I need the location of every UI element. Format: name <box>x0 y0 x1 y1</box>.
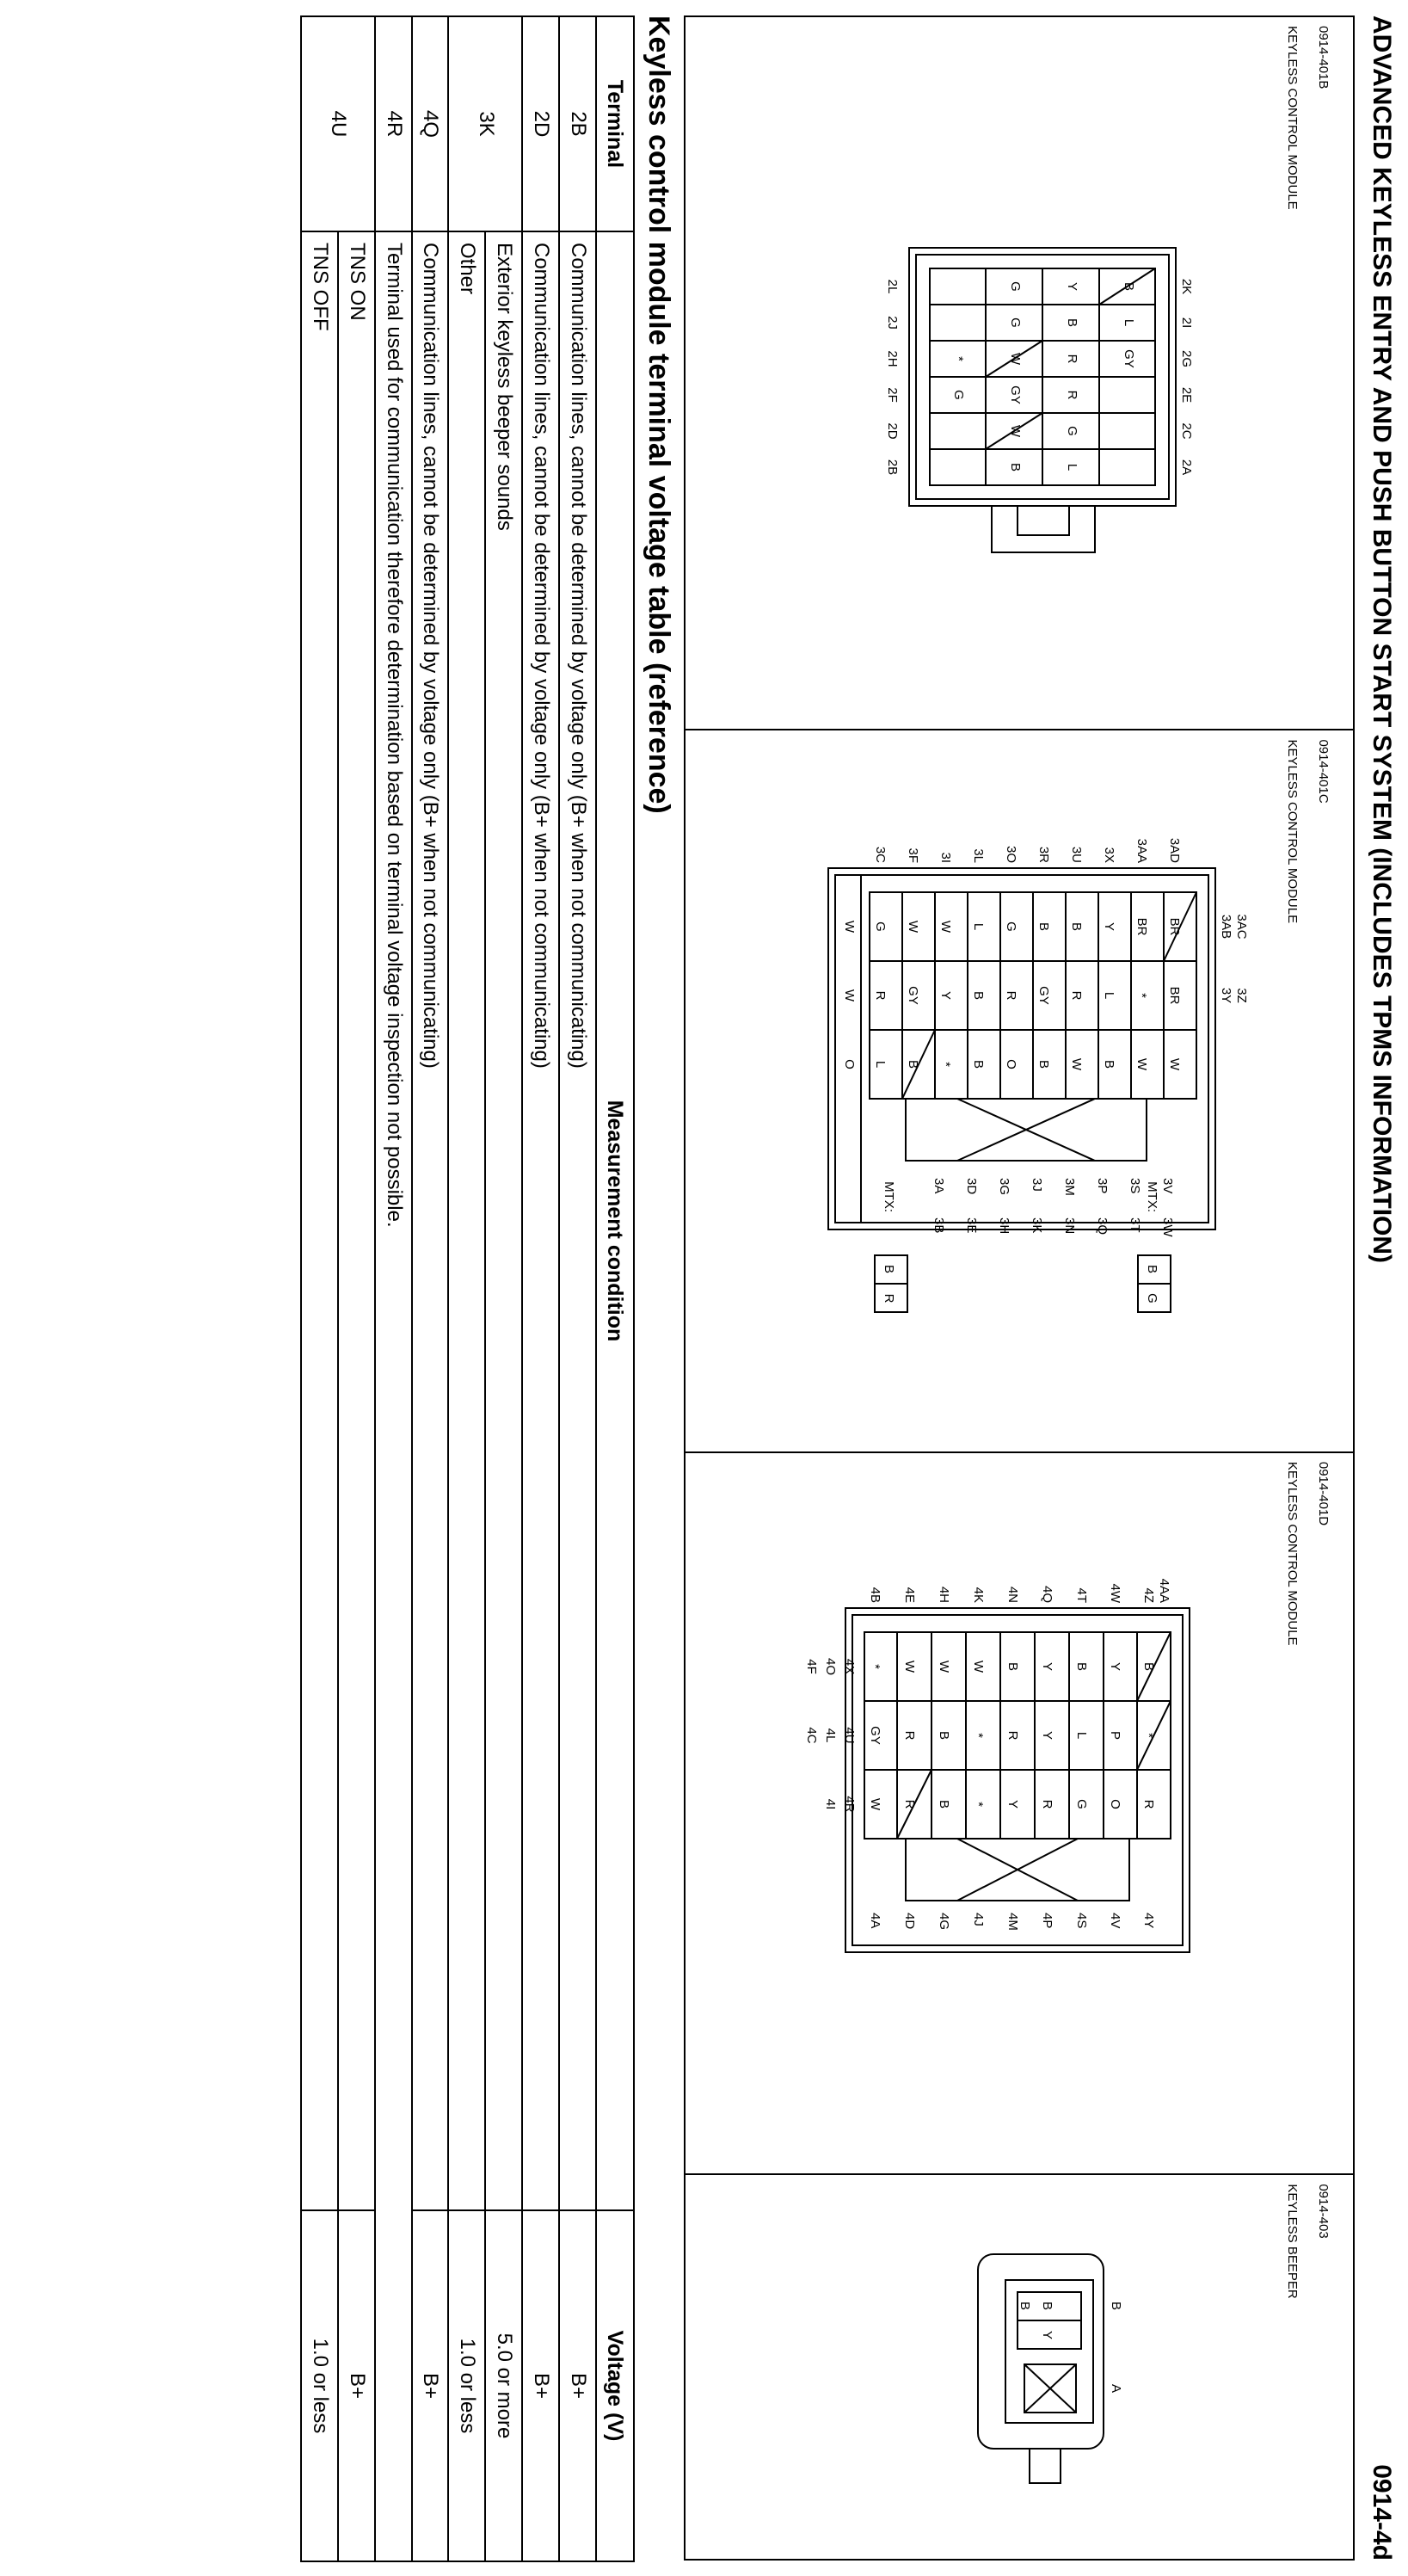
svg-text:R: R <box>1005 1730 1020 1741</box>
svg-text:L: L <box>1074 1731 1089 1740</box>
svg-text:GY: GY <box>1122 349 1136 368</box>
svg-text:B: B <box>971 991 986 1001</box>
connector-drawing-401c <box>768 791 1250 1393</box>
svg-text:BR: BR <box>1167 918 1182 936</box>
svg-text:3O: 3O <box>1004 846 1018 864</box>
svg-text:3D: 3D <box>964 1178 979 1195</box>
svg-text:B: B <box>1069 922 1084 932</box>
cell-voltage: B+ <box>338 2210 375 2561</box>
table-row <box>412 16 449 2561</box>
cell-condition: TNS OFF <box>301 231 338 2210</box>
table-row <box>449 16 486 2561</box>
connector-label-401c <box>1269 739 1346 923</box>
connector-panel-403 <box>686 2175 1353 2559</box>
svg-text:GY: GY <box>868 1726 882 1745</box>
svg-text:W: W <box>937 1660 951 1673</box>
svg-text:B: B <box>937 1799 951 1809</box>
svg-text:4W: 4W <box>1108 1583 1122 1603</box>
cell-voltage: B+ <box>522 2210 559 2561</box>
svg-text:4S: 4S <box>1074 1912 1089 1929</box>
svg-text:R: R <box>1065 354 1079 364</box>
cell-condition: Communication lines, cannot be determined by voltage only (B+ when not communicating) <box>559 231 596 2210</box>
svg-text:4P: 4P <box>1040 1912 1054 1929</box>
cell-terminal: 2B <box>559 16 596 231</box>
svg-text:4Q: 4Q <box>1040 1585 1054 1603</box>
svg-text:G: G <box>1074 1799 1089 1809</box>
svg-text:3AD: 3AD <box>1167 838 1182 864</box>
svg-text:W: W <box>906 921 920 934</box>
svg-text:A: A <box>1109 2384 1123 2394</box>
pin-numbers-bottom <box>804 1658 857 1813</box>
connector-drawing-401d <box>794 1548 1224 2116</box>
svg-text:2F: 2F <box>885 387 900 403</box>
svg-text:*: * <box>1141 1732 1156 1738</box>
svg-text:B: B <box>906 1060 920 1069</box>
table-row <box>301 16 338 2561</box>
svg-text:R: R <box>1040 1799 1054 1809</box>
svg-text:P: P <box>1108 1730 1122 1740</box>
terminal-voltage-table <box>300 15 635 2562</box>
table-header-row <box>596 16 634 2561</box>
pin-numbers-right <box>931 1178 1175 1237</box>
svg-text:4T: 4T <box>1074 1587 1089 1603</box>
page-title: ADVANCED KEYLESS ENTRY AND PUSH BUTTON START SYSTEM (INCLUDES TPMS INFORMATION) <box>1368 15 1396 1264</box>
svg-text:3T: 3T <box>1128 1217 1142 1233</box>
svg-text:Y: Y <box>938 991 953 1001</box>
svg-text:3S: 3S <box>1128 1178 1142 1194</box>
svg-text:4F: 4F <box>804 1659 819 1674</box>
svg-text:3W: 3W <box>1160 1217 1175 1237</box>
svg-text:4G: 4G <box>937 1912 951 1930</box>
svg-text:2E: 2E <box>1179 386 1194 404</box>
svg-text:B: B <box>1040 2302 1054 2311</box>
cell-terminal: 4Q <box>412 16 449 231</box>
svg-text:R: R <box>1141 1799 1156 1809</box>
svg-text:Y: Y <box>1108 1661 1122 1671</box>
svg-text:B: B <box>1102 1060 1116 1069</box>
svg-text:O: O <box>842 1059 857 1070</box>
pin-numbers-top <box>1109 2302 1123 2393</box>
column-header-terminal: Terminal <box>596 16 634 231</box>
svg-text:2K: 2K <box>1179 278 1194 295</box>
svg-text:3G: 3G <box>997 1178 1011 1196</box>
cell-condition: Communication lines, cannot be determined by voltage only (B+ when not communicating) <box>522 231 559 2210</box>
svg-text:*: * <box>971 1801 986 1807</box>
svg-text:4C: 4C <box>804 1727 819 1744</box>
svg-text:4I: 4I <box>823 1798 838 1810</box>
table-row <box>485 16 522 2561</box>
svg-text:B: B <box>1036 1060 1051 1069</box>
svg-text:4N: 4N <box>1005 1586 1020 1603</box>
svg-text:3AC: 3AC <box>1234 914 1249 940</box>
svg-text:G: G <box>1004 921 1018 933</box>
svg-text:R: R <box>873 991 888 1001</box>
svg-text:B: B <box>1145 1265 1159 1274</box>
svg-text:GY: GY <box>906 986 920 1006</box>
svg-text:R: R <box>902 1730 917 1741</box>
connector-code-401b: 0914-401B <box>1316 26 1331 89</box>
cell-condition: Other <box>449 231 486 2210</box>
svg-text:4K: 4K <box>971 1587 986 1603</box>
cell-condition: Exterior keyless beeper sounds <box>485 231 522 2210</box>
pin-numbers-bottom <box>885 280 900 476</box>
svg-text:B: B <box>1141 1661 1156 1671</box>
svg-text:B: B <box>1122 281 1136 292</box>
svg-text:Y: Y <box>1102 922 1116 932</box>
svg-text:2D: 2D <box>885 422 900 440</box>
svg-text:G: G <box>1145 1293 1159 1304</box>
connector-name-403: KEYLESS BEEPER <box>1285 2184 1300 2299</box>
svg-text:W: W <box>938 921 953 934</box>
cell-voltage: 1.0 or less <box>449 2210 486 2561</box>
svg-text:Y: Y <box>1040 1661 1054 1671</box>
svg-text:B: B <box>1005 1661 1020 1671</box>
svg-text:R: R <box>1004 991 1018 1001</box>
svg-text:4H: 4H <box>937 1586 951 1603</box>
svg-text:3AB: 3AB <box>1219 915 1233 940</box>
connector-figure-row <box>684 15 1355 2561</box>
connector-label-401b <box>1269 26 1346 210</box>
svg-text:2H: 2H <box>885 350 900 367</box>
voltage-table-section <box>300 15 675 2561</box>
svg-text:3M: 3M <box>1062 1178 1077 1197</box>
connector-panel-401d <box>686 1453 1353 2175</box>
connector-drawing-403 <box>914 2235 1138 2511</box>
svg-text:*: * <box>951 356 966 361</box>
connector-code-401d: 0914-401D <box>1316 1461 1331 1526</box>
svg-text:*: * <box>1134 993 1149 999</box>
svg-text:BR: BR <box>1134 918 1149 936</box>
table-row <box>338 16 375 2561</box>
page-code: 0914-4d <box>1368 2464 1396 2561</box>
svg-text:*: * <box>868 1663 882 1669</box>
svg-text:3Z: 3Z <box>1234 988 1249 1004</box>
svg-text:O: O <box>1108 1799 1122 1809</box>
svg-text:4A: 4A <box>868 1912 882 1929</box>
svg-text:W: W <box>971 1660 986 1673</box>
svg-text:B: B <box>1008 462 1023 472</box>
document-header <box>1362 15 1396 2561</box>
svg-text:*: * <box>938 1062 953 1068</box>
cell-voltage: 5.0 or more <box>485 2210 522 2561</box>
svg-text:G: G <box>1065 426 1079 436</box>
svg-text:4O: 4O <box>823 1657 838 1675</box>
svg-text:3H: 3H <box>997 1217 1011 1235</box>
svg-text:4Z: 4Z <box>1141 1587 1156 1603</box>
svg-text:G: G <box>951 390 966 400</box>
svg-text:GY: GY <box>1036 986 1051 1006</box>
cell-voltage: 1.0 or less <box>301 2210 338 2561</box>
svg-text:3X: 3X <box>1102 847 1116 864</box>
table-row <box>522 16 559 2561</box>
svg-text:O: O <box>1004 1059 1018 1070</box>
svg-text:L: L <box>1122 318 1136 327</box>
cell-voltage: B+ <box>412 2210 449 2561</box>
svg-text:G: G <box>1008 281 1023 292</box>
svg-text:4Y: 4Y <box>1141 1912 1156 1929</box>
svg-text:G: G <box>1008 317 1023 328</box>
svg-text:3AA: 3AA <box>1134 839 1149 864</box>
table-row <box>375 16 412 2561</box>
svg-text:4R: 4R <box>842 1796 857 1813</box>
cell-condition: TNS ON <box>338 231 375 2210</box>
svg-text:4E: 4E <box>902 1587 917 1603</box>
svg-text:B: B <box>1074 1661 1089 1671</box>
svg-text:B: B <box>1065 317 1079 328</box>
svg-text:3L: 3L <box>971 848 986 864</box>
svg-text:2L: 2L <box>885 279 900 294</box>
svg-text:W: W <box>1134 1058 1149 1071</box>
svg-text:L: L <box>971 923 986 931</box>
table-title: Keyless control module terminal voltage table (reference) <box>643 15 675 814</box>
svg-text:4L: 4L <box>823 1728 838 1743</box>
cell-terminal: 2D <box>522 16 559 231</box>
svg-text:R: R <box>882 1294 896 1303</box>
svg-text:3Q: 3Q <box>1095 1217 1110 1236</box>
svg-text:3A: 3A <box>931 1178 946 1194</box>
svg-text:B: B <box>1018 2302 1032 2311</box>
svg-text:3U: 3U <box>1069 847 1084 864</box>
svg-text:R: R <box>1069 991 1084 1001</box>
column-header-voltage: Voltage (V) <box>596 2210 634 2561</box>
svg-text:W: W <box>1167 1058 1182 1071</box>
pin-numbers-top <box>1219 915 1249 1004</box>
svg-text:3C: 3C <box>873 847 888 864</box>
svg-text:4X: 4X <box>842 1658 857 1675</box>
cell-condition: Communication lines, cannot be determined by voltage only (B+ when not communicating) <box>412 231 449 2210</box>
svg-text:Y: Y <box>1040 1730 1054 1740</box>
svg-text:4D: 4D <box>902 1912 917 1930</box>
svg-text:L: L <box>1102 992 1116 1000</box>
svg-text:4V: 4V <box>1108 1912 1122 1929</box>
svg-text:4B: 4B <box>868 1587 882 1603</box>
connector-name-401b: KEYLESS CONTROL MODULE <box>1285 26 1300 210</box>
svg-text:G: G <box>873 921 888 933</box>
svg-text:W: W <box>1008 424 1023 438</box>
svg-text:2A: 2A <box>1179 459 1194 476</box>
svg-text:2G: 2G <box>1179 349 1194 368</box>
connector-code-401c: 0914-401C <box>1316 739 1331 804</box>
svg-text:4M: 4M <box>1005 1912 1020 1931</box>
svg-text:3I: 3I <box>938 852 953 864</box>
svg-text:BR: BR <box>1167 987 1182 1005</box>
svg-text:*: * <box>971 1732 986 1738</box>
table-row <box>559 16 596 2561</box>
svg-text:L: L <box>1065 463 1079 471</box>
connector-panel-401b <box>686 17 1353 730</box>
svg-text:W: W <box>868 1797 882 1810</box>
pin-numbers-left <box>868 1579 1171 1604</box>
svg-text:3E: 3E <box>964 1217 979 1234</box>
svg-text:2C: 2C <box>1179 422 1194 440</box>
svg-text:R: R <box>902 1799 917 1809</box>
svg-text:B: B <box>971 1060 986 1069</box>
connector-name-401c: KEYLESS CONTROL MODULE <box>1285 739 1300 924</box>
cell-terminal: 4U <box>301 16 375 231</box>
svg-text:Y: Y <box>1005 1799 1020 1809</box>
cell-terminal: 3K <box>449 16 523 231</box>
svg-text:2J: 2J <box>885 316 900 330</box>
svg-text:W: W <box>1069 1058 1084 1071</box>
svg-text:4AA: 4AA <box>1157 1578 1171 1603</box>
svg-text:W: W <box>842 921 857 934</box>
svg-text:R: R <box>1065 390 1079 400</box>
connector-label-401d <box>1269 1462 1346 1646</box>
svg-text:3K: 3K <box>1030 1217 1044 1234</box>
svg-text:B: B <box>882 1265 896 1274</box>
svg-text:MTX:: MTX: <box>882 1181 896 1213</box>
svg-text:3Y: 3Y <box>1219 988 1233 1004</box>
svg-text:3R: 3R <box>1036 847 1051 864</box>
svg-text:L: L <box>873 1061 888 1069</box>
column-header-measurement: Measurement condition <box>596 231 634 2210</box>
cell-condition: Terminal used for communication therefore determination based on terminal voltage inspection not possible. <box>375 231 412 2561</box>
svg-text:GY: GY <box>1008 385 1023 404</box>
svg-text:MTX:: MTX: <box>1145 1181 1159 1213</box>
svg-text:4J: 4J <box>971 1912 986 1926</box>
svg-text:Y: Y <box>1040 2331 1054 2340</box>
connector-label-403 <box>1269 2184 1346 2298</box>
svg-text:W: W <box>842 989 857 1002</box>
svg-text:B: B <box>1109 2302 1123 2311</box>
svg-text:Y: Y <box>1065 281 1079 292</box>
cell-voltage: B+ <box>559 2210 596 2561</box>
svg-text:W: W <box>902 1660 917 1673</box>
svg-text:3B: 3B <box>931 1217 946 1234</box>
pin-numbers-right <box>868 1913 1156 1931</box>
pin-numbers-left <box>873 838 1182 863</box>
svg-text:B: B <box>937 1730 951 1740</box>
svg-text:3N: 3N <box>1062 1217 1077 1235</box>
cell-terminal: 4R <box>375 16 412 231</box>
connector-name-401d: KEYLESS CONTROL MODULE <box>1285 1461 1300 1646</box>
svg-text:3F: 3F <box>906 847 920 864</box>
svg-text:3J: 3J <box>1030 1178 1044 1192</box>
connector-panel-401c <box>686 730 1353 1452</box>
connector-code-403: 0914-403 <box>1316 2184 1331 2239</box>
svg-text:3P: 3P <box>1095 1178 1110 1194</box>
svg-text:W: W <box>1008 352 1023 366</box>
svg-text:B: B <box>1036 922 1051 932</box>
svg-text:2I: 2I <box>1179 317 1194 329</box>
pin-numbers-top <box>1179 279 1194 475</box>
connector-drawing-401b <box>794 232 1198 594</box>
svg-text:3V: 3V <box>1160 1178 1175 1194</box>
svg-text:2B: 2B <box>885 459 900 476</box>
svg-text:4U: 4U <box>842 1727 857 1744</box>
